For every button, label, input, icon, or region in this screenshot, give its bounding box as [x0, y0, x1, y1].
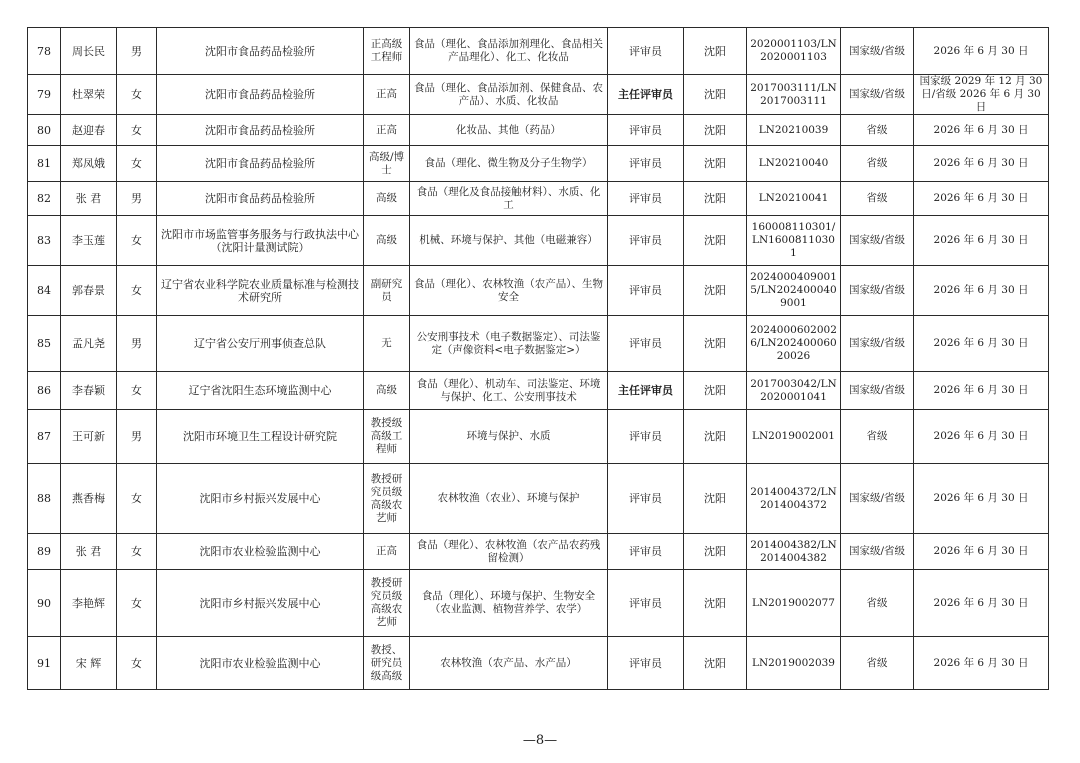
- field-cell: 化妆品、其他（药品）: [410, 115, 608, 146]
- organization-cell: 沈阳市食品药品检验所: [157, 115, 364, 146]
- level-cell: 国家级/省级: [841, 266, 914, 316]
- name-cell: 王可新: [61, 410, 117, 464]
- title-cell: 教授级高级工程师: [364, 410, 410, 464]
- role-cell: 评审员: [608, 570, 684, 637]
- table-body: [28, 28, 1049, 690]
- certificate-number-cell: 2017003042/LN2020001041: [747, 372, 841, 410]
- gender-cell: 男: [117, 182, 157, 216]
- city-cell: 沈阳: [684, 316, 747, 372]
- level-cell: 国家级/省级: [841, 464, 914, 534]
- table-row: [28, 216, 1049, 266]
- expiry-cell: 2026 年 6 月 30 日: [914, 570, 1049, 637]
- certificate-number-cell: 160008110301/LN16008110301: [747, 216, 841, 266]
- row-number-cell: 79: [28, 75, 61, 115]
- expiry-cell: 2026 年 6 月 30 日: [914, 216, 1049, 266]
- level-cell: 国家级/省级: [841, 28, 914, 75]
- certificate-number-cell: 2014004372/LN2014004372: [747, 464, 841, 534]
- field-cell: 食品（理化及食品接触材料）、水质、化工: [410, 182, 608, 216]
- city-cell: 沈阳: [684, 410, 747, 464]
- gender-cell: 女: [117, 115, 157, 146]
- name-cell: 郑凤娥: [61, 146, 117, 182]
- name-cell: 燕香梅: [61, 464, 117, 534]
- title-cell: 正高: [364, 534, 410, 570]
- organization-cell: 沈阳市食品药品检验所: [157, 28, 364, 75]
- role-cell: 评审员: [608, 410, 684, 464]
- certificate-number-cell: 2020001103/LN2020001103: [747, 28, 841, 75]
- row-number-cell: 82: [28, 182, 61, 216]
- role-cell: 评审员: [608, 146, 684, 182]
- organization-cell: 沈阳市农业检验监测中心: [157, 637, 364, 690]
- table-row: [28, 75, 1049, 115]
- row-number-cell: 84: [28, 266, 61, 316]
- row-number-cell: 89: [28, 534, 61, 570]
- city-cell: 沈阳: [684, 146, 747, 182]
- expiry-cell: 2026 年 6 月 30 日: [914, 534, 1049, 570]
- field-cell: 食品（理化）、环境与保护、生物安全（农业监测、植物营养学、农学）: [410, 570, 608, 637]
- table-row: [28, 637, 1049, 690]
- gender-cell: 女: [117, 637, 157, 690]
- expiry-cell: 2026 年 6 月 30 日: [914, 28, 1049, 75]
- certificate-number-cell: LN2019002077: [747, 570, 841, 637]
- role-cell: 评审员: [608, 534, 684, 570]
- organization-cell: 辽宁省沈阳生态环境监测中心: [157, 372, 364, 410]
- level-cell: 省级: [841, 182, 914, 216]
- title-cell: 教授、研究员级高级: [364, 637, 410, 690]
- table-row: [28, 534, 1049, 570]
- row-number-cell: 81: [28, 146, 61, 182]
- expiry-cell: 2026 年 6 月 30 日: [914, 372, 1049, 410]
- city-cell: 沈阳: [684, 28, 747, 75]
- city-cell: 沈阳: [684, 464, 747, 534]
- row-number-cell: 85: [28, 316, 61, 372]
- table-row: [28, 410, 1049, 464]
- city-cell: 沈阳: [684, 372, 747, 410]
- role-cell: 评审员: [608, 464, 684, 534]
- table-row: [28, 28, 1049, 75]
- row-number-cell: 88: [28, 464, 61, 534]
- name-cell: 周长民: [61, 28, 117, 75]
- name-cell: 郭春景: [61, 266, 117, 316]
- reviewer-table-page: [27, 27, 1049, 690]
- expiry-cell: 2026 年 6 月 30 日: [914, 464, 1049, 534]
- name-cell: 宋 辉: [61, 637, 117, 690]
- reviewer-table: [27, 27, 1049, 690]
- table-row: [28, 182, 1049, 216]
- role-cell: 评审员: [608, 637, 684, 690]
- row-number-cell: 90: [28, 570, 61, 637]
- city-cell: 沈阳: [684, 216, 747, 266]
- role-cell: 评审员: [608, 115, 684, 146]
- field-cell: 食品（理化）、农林牧渔（农产品）、生物安全: [410, 266, 608, 316]
- level-cell: 国家级/省级: [841, 75, 914, 115]
- table-row: [28, 372, 1049, 410]
- level-cell: 国家级/省级: [841, 316, 914, 372]
- field-cell: 机械、环境与保护、其他（电磁兼容）: [410, 216, 608, 266]
- field-cell: 食品（理化、微生物及分子生物学）: [410, 146, 608, 182]
- organization-cell: 沈阳市农业检验监测中心: [157, 534, 364, 570]
- name-cell: 赵迎春: [61, 115, 117, 146]
- level-cell: 国家级/省级: [841, 534, 914, 570]
- table-row: [28, 146, 1049, 182]
- name-cell: 孟凡尧: [61, 316, 117, 372]
- gender-cell: 女: [117, 570, 157, 637]
- city-cell: 沈阳: [684, 115, 747, 146]
- field-cell: 食品（理化）、农林牧渔（农产品农药残留检测）: [410, 534, 608, 570]
- table-row: [28, 570, 1049, 637]
- expiry-cell: 2026 年 6 月 30 日: [914, 316, 1049, 372]
- certificate-number-cell: 20240006020026/LN202400060 20026: [747, 316, 841, 372]
- city-cell: 沈阳: [684, 570, 747, 637]
- name-cell: 张 君: [61, 182, 117, 216]
- organization-cell: 沈阳市乡村振兴发展中心: [157, 570, 364, 637]
- title-cell: 正高: [364, 115, 410, 146]
- role-cell: 评审员: [608, 316, 684, 372]
- gender-cell: 女: [117, 75, 157, 115]
- row-number-cell: 83: [28, 216, 61, 266]
- certificate-number-cell: LN2019002039: [747, 637, 841, 690]
- certificate-number-cell: 2014004382/LN2014004382: [747, 534, 841, 570]
- field-cell: 食品（理化、食品添加剂理化、食品相关产品理化）、化工、化妆品: [410, 28, 608, 75]
- title-cell: 高级: [364, 372, 410, 410]
- field-cell: 食品（理化、食品添加剂、保健食品、农产品）、水质、化妆品: [410, 75, 608, 115]
- gender-cell: 男: [117, 410, 157, 464]
- field-cell: 食品（理化）、机动车、司法鉴定、环境与保护、化工、公安刑事技术: [410, 372, 608, 410]
- name-cell: 张 君: [61, 534, 117, 570]
- expiry-cell: 国家级 2029 年 12 月 30 日/省级 2026 年 6 月 30 日: [914, 75, 1049, 115]
- title-cell: 高级/博士: [364, 146, 410, 182]
- organization-cell: 辽宁省公安厅刑事侦查总队: [157, 316, 364, 372]
- row-number-cell: 91: [28, 637, 61, 690]
- organization-cell: 沈阳市市场监管事务服务与行政执法中心（沈阳计量测试院）: [157, 216, 364, 266]
- table-row: [28, 266, 1049, 316]
- name-cell: 李艳辉: [61, 570, 117, 637]
- title-cell: 教授研究员级高级农艺师: [364, 464, 410, 534]
- gender-cell: 女: [117, 464, 157, 534]
- role-cell: 评审员: [608, 216, 684, 266]
- row-number-cell: 87: [28, 410, 61, 464]
- field-cell: 农林牧渔（农业）、环境与保护: [410, 464, 608, 534]
- field-cell: 公安刑事技术（电子数据鉴定）、司法鉴定（声像资料<电子数据鉴定>）: [410, 316, 608, 372]
- expiry-cell: 2026 年 6 月 30 日: [914, 266, 1049, 316]
- name-cell: 杜翠荣: [61, 75, 117, 115]
- level-cell: 国家级/省级: [841, 372, 914, 410]
- city-cell: 沈阳: [684, 534, 747, 570]
- gender-cell: 女: [117, 266, 157, 316]
- gender-cell: 男: [117, 28, 157, 75]
- organization-cell: 沈阳市食品药品检验所: [157, 146, 364, 182]
- role-cell: 评审员: [608, 182, 684, 216]
- level-cell: 省级: [841, 146, 914, 182]
- role-cell: 主任评审员: [608, 372, 684, 410]
- row-number-cell: 78: [28, 28, 61, 75]
- table-row: [28, 464, 1049, 534]
- level-cell: 省级: [841, 637, 914, 690]
- expiry-cell: 2026 年 6 月 30 日: [914, 182, 1049, 216]
- city-cell: 沈阳: [684, 266, 747, 316]
- certificate-number-cell: LN20210041: [747, 182, 841, 216]
- gender-cell: 女: [117, 534, 157, 570]
- row-number-cell: 86: [28, 372, 61, 410]
- certificate-number-cell: LN20210040: [747, 146, 841, 182]
- name-cell: 李春颖: [61, 372, 117, 410]
- title-cell: 高级: [364, 216, 410, 266]
- level-cell: 省级: [841, 410, 914, 464]
- field-cell: 环境与保护、水质: [410, 410, 608, 464]
- table-row: [28, 115, 1049, 146]
- organization-cell: 沈阳市乡村振兴发展中心: [157, 464, 364, 534]
- title-cell: 高级: [364, 182, 410, 216]
- level-cell: 省级: [841, 570, 914, 637]
- table-row: [28, 316, 1049, 372]
- gender-cell: 男: [117, 316, 157, 372]
- expiry-cell: 2026 年 6 月 30 日: [914, 146, 1049, 182]
- name-cell: 李玉莲: [61, 216, 117, 266]
- organization-cell: 沈阳市环境卫生工程设计研究院: [157, 410, 364, 464]
- city-cell: 沈阳: [684, 182, 747, 216]
- title-cell: 无: [364, 316, 410, 372]
- expiry-cell: 2026 年 6 月 30 日: [914, 410, 1049, 464]
- expiry-cell: 2026 年 6 月 30 日: [914, 115, 1049, 146]
- title-cell: 副研究员: [364, 266, 410, 316]
- certificate-number-cell: 20240004090015/LN2024000409001: [747, 266, 841, 316]
- title-cell: 正高级工程师: [364, 28, 410, 75]
- certificate-number-cell: LN2019002001: [747, 410, 841, 464]
- certificate-number-cell: 2017003111/LN2017003111: [747, 75, 841, 115]
- gender-cell: 女: [117, 216, 157, 266]
- city-cell: 沈阳: [684, 637, 747, 690]
- title-cell: 教授研究员级高级农艺师: [364, 570, 410, 637]
- field-cell: 农林牧渔（农产品、水产品）: [410, 637, 608, 690]
- gender-cell: 女: [117, 372, 157, 410]
- level-cell: 国家级/省级: [841, 216, 914, 266]
- role-cell: 评审员: [608, 266, 684, 316]
- level-cell: 省级: [841, 115, 914, 146]
- title-cell: 正高: [364, 75, 410, 115]
- organization-cell: 辽宁省农业科学院农业质量标准与检测技术研究所: [157, 266, 364, 316]
- role-cell: 评审员: [608, 28, 684, 75]
- page-number: —8—: [522, 733, 558, 748]
- certificate-number-cell: LN20210039: [747, 115, 841, 146]
- organization-cell: 沈阳市食品药品检验所: [157, 75, 364, 115]
- organization-cell: 沈阳市食品药品检验所: [157, 182, 364, 216]
- role-cell: 主任评审员: [608, 75, 684, 115]
- gender-cell: 女: [117, 146, 157, 182]
- expiry-cell: 2026 年 6 月 30 日: [914, 637, 1049, 690]
- city-cell: 沈阳: [684, 75, 747, 115]
- row-number-cell: 80: [28, 115, 61, 146]
